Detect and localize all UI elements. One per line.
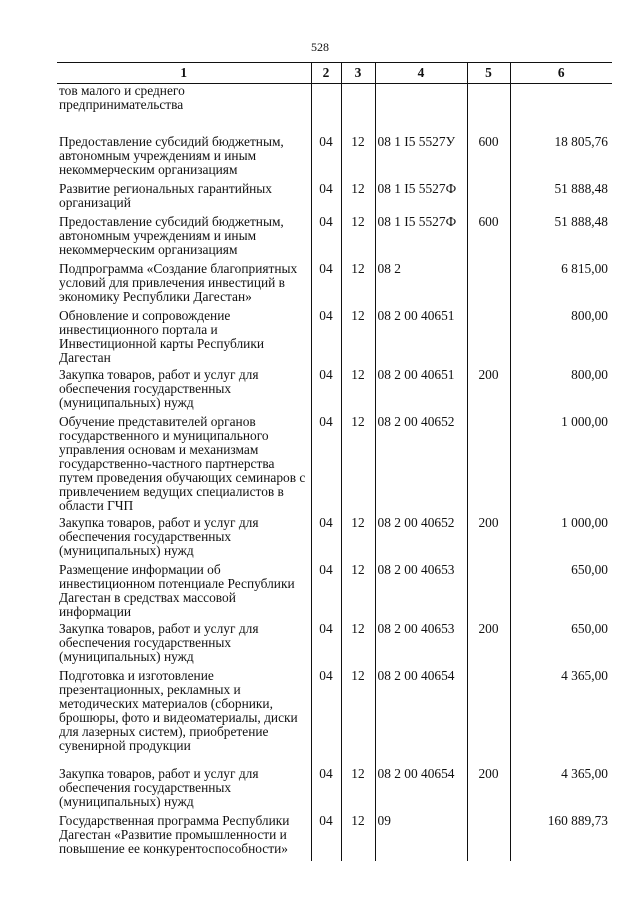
column-header-1: 1 <box>57 63 311 84</box>
row-expense-type: 600 <box>467 132 510 179</box>
row-target-code: 08 1 I5 5527У <box>375 132 467 179</box>
row-target-code <box>375 84 467 132</box>
row-subsection: 12 <box>341 764 375 811</box>
row-section: 04 <box>311 764 341 811</box>
row-name: тов малого и среднего предпринимательства <box>59 83 185 112</box>
table-row <box>57 811 612 861</box>
row-name: Государственная программа Республики Дагестан «Развитие промышленности и повышение ее конкурентоспособности» <box>59 812 290 856</box>
table-row <box>57 212 612 259</box>
row-amount: 800,00 <box>510 365 612 412</box>
row-target-code: 08 2 00 40653 <box>375 619 467 666</box>
table-row <box>57 365 612 412</box>
row-amount: 6 815,00 <box>510 259 612 306</box>
row-expense-type: 200 <box>467 619 510 666</box>
row-expense-type: 200 <box>467 764 510 811</box>
row-target-code: 08 2 00 40652 <box>375 513 467 560</box>
row-section: 04 <box>311 132 341 179</box>
row-expense-type: 200 <box>467 365 510 412</box>
row-amount: 18 805,76 <box>510 132 612 179</box>
row-subsection: 12 <box>341 666 375 764</box>
row-target-code: 08 2 00 40652 <box>375 412 467 513</box>
table-row <box>57 259 612 306</box>
row-section: 04 <box>311 811 341 861</box>
row-target-code: 08 2 00 40651 <box>375 365 467 412</box>
table-row <box>57 179 612 212</box>
row-expense-type <box>467 560 510 619</box>
row-section: 04 <box>311 560 341 619</box>
row-subsection: 12 <box>341 412 375 513</box>
row-amount: 51 888,48 <box>510 212 612 259</box>
row-target-code: 08 1 I5 5527Ф <box>375 179 467 212</box>
row-name: Закупка товаров, работ и услуг для обеспечения государственных (муниципальных) нужд <box>59 620 259 664</box>
row-name: Предоставление субсидий бюджетным, автономным учреждениям и иным некоммерческим организациям <box>59 213 284 257</box>
table-row <box>57 132 612 179</box>
row-amount: 4 365,00 <box>510 764 612 811</box>
row-expense-type <box>467 259 510 306</box>
table-row <box>57 84 612 132</box>
row-subsection: 12 <box>341 212 375 259</box>
row-target-code: 08 2 00 40654 <box>375 764 467 811</box>
row-name: Размещение информации об инвестиционном потенциале Республики Дагестан в средствах массовой информации <box>59 561 295 619</box>
row-name: Подготовка и изготовление презентационных, рекламных и методических материалов (сборники, брошюры, фото и видеоматериалы, диски для лазерных систем), приобретение сувенирной продукции <box>59 667 298 753</box>
column-header-5: 5 <box>467 63 510 84</box>
row-name: Предоставление субсидий бюджетным, автономным учреждениям и иным некоммерческим организациям <box>59 133 284 177</box>
row-section <box>311 84 341 132</box>
row-amount: 4 365,00 <box>510 666 612 764</box>
row-expense-type <box>467 666 510 764</box>
row-name: Обучение представителей органов государственного и муниципального управления основам и механизмам государственно-частного партнерства путем проведения обучающих семинаров с привлечением ведущих специалистов в области ГЧП <box>59 413 306 513</box>
row-subsection: 12 <box>341 365 375 412</box>
row-name: Развитие региональных гарантийных организаций <box>59 180 272 210</box>
row-expense-type <box>467 179 510 212</box>
row-name: Подпрограмма «Создание благоприятных условий для привлечения инвестиций в экономику Республики Дагестан» <box>59 260 298 304</box>
table-body <box>57 84 612 861</box>
row-subsection: 12 <box>341 132 375 179</box>
row-subsection: 12 <box>341 513 375 560</box>
row-target-code: 08 2 00 40654 <box>375 666 467 764</box>
row-amount: 1 000,00 <box>510 412 612 513</box>
row-amount: 650,00 <box>510 619 612 666</box>
row-section: 04 <box>311 212 341 259</box>
row-section: 04 <box>311 412 341 513</box>
page-number: 528 <box>311 40 329 54</box>
table-row <box>57 412 612 513</box>
row-section: 04 <box>311 513 341 560</box>
row-amount: 650,00 <box>510 560 612 619</box>
row-amount: 1 000,00 <box>510 513 612 560</box>
row-subsection <box>341 84 375 132</box>
row-subsection: 12 <box>341 259 375 306</box>
row-target-code: 08 2 00 40653 <box>375 560 467 619</box>
row-amount: 160 889,73 <box>510 811 612 861</box>
row-section: 04 <box>311 306 341 365</box>
row-expense-type <box>467 306 510 365</box>
row-section: 04 <box>311 666 341 764</box>
row-section: 04 <box>311 179 341 212</box>
budget-table <box>57 62 612 861</box>
row-section: 04 <box>311 259 341 306</box>
row-name: Закупка товаров, работ и услуг для обеспечения государственных (муниципальных) нужд <box>59 366 259 410</box>
row-expense-type: 200 <box>467 513 510 560</box>
row-target-code: 08 1 I5 5527Ф <box>375 212 467 259</box>
table-row <box>57 764 612 811</box>
row-target-code: 08 2 00 40651 <box>375 306 467 365</box>
row-subsection: 12 <box>341 306 375 365</box>
table-row <box>57 560 612 619</box>
row-amount: 800,00 <box>510 306 612 365</box>
row-expense-type <box>467 412 510 513</box>
row-section: 04 <box>311 365 341 412</box>
column-header-6: 6 <box>510 63 612 84</box>
row-expense-type <box>467 84 510 132</box>
column-header-4: 4 <box>375 63 467 84</box>
column-header-2: 2 <box>311 63 341 84</box>
row-amount <box>510 84 612 132</box>
row-amount: 51 888,48 <box>510 179 612 212</box>
row-expense-type: 600 <box>467 212 510 259</box>
table-row <box>57 619 612 666</box>
row-subsection: 12 <box>341 619 375 666</box>
table-row <box>57 666 612 764</box>
row-section: 04 <box>311 619 341 666</box>
row-name: Обновление и сопровождение инвестиционного портала и Инвестиционной карты Республики Дагестан <box>59 307 265 365</box>
row-target-code: 09 <box>375 811 467 861</box>
row-subsection: 12 <box>341 179 375 212</box>
row-subsection: 12 <box>341 811 375 861</box>
table-row <box>57 513 612 560</box>
table-header-row <box>57 63 612 84</box>
column-header-3: 3 <box>341 63 375 84</box>
table-row <box>57 306 612 365</box>
row-expense-type <box>467 811 510 861</box>
row-name: Закупка товаров, работ и услуг для обеспечения государственных (муниципальных) нужд <box>59 765 259 809</box>
row-name: Закупка товаров, работ и услуг для обеспечения государственных (муниципальных) нужд <box>59 514 259 558</box>
row-subsection: 12 <box>341 560 375 619</box>
row-target-code: 08 2 <box>375 259 467 306</box>
